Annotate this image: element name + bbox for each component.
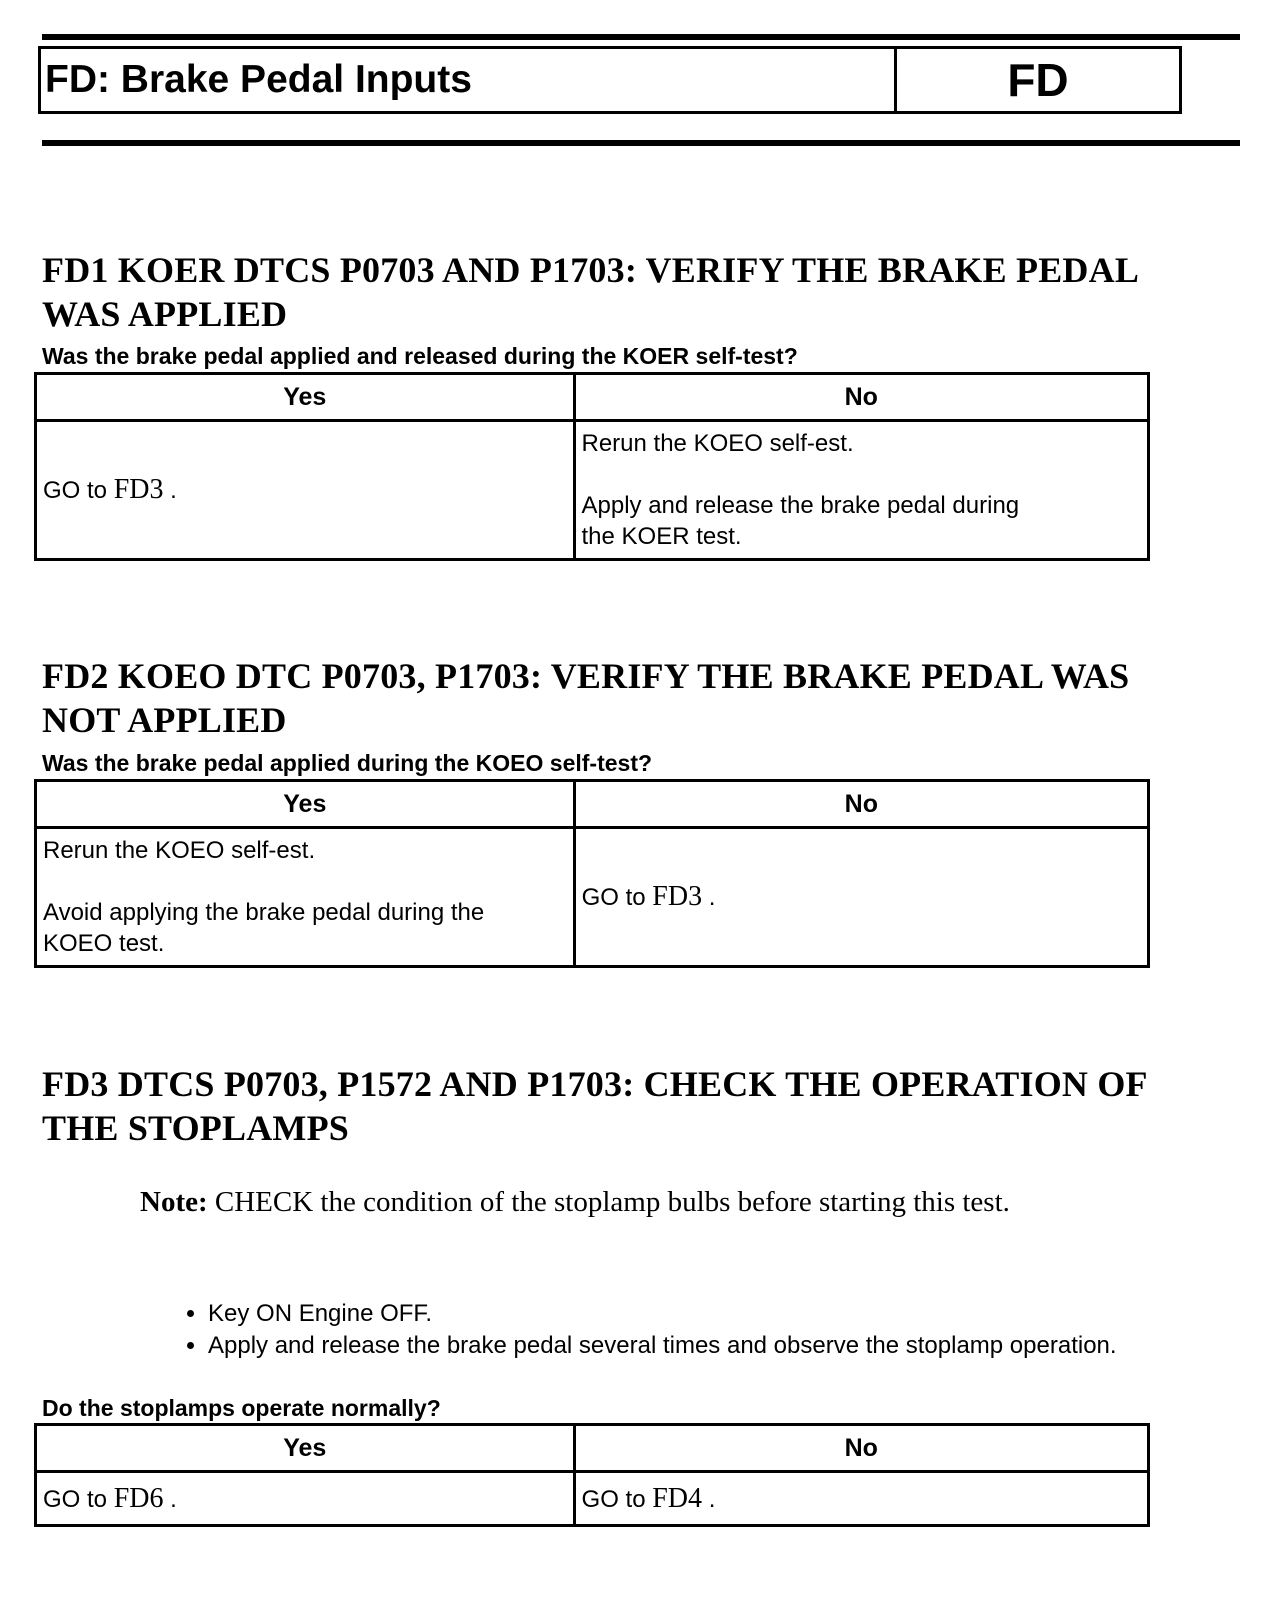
goto-prefix: GO to [43,477,114,504]
table-header-row [36,1425,1149,1472]
fd3-answer-table [34,1423,1150,1527]
yes-column-header: Yes [36,781,575,828]
fd3-note [140,1184,1240,1220]
fd3-heading-line2: THE STOPLAMPS [42,1108,350,1148]
goto-prefix: GO to [581,884,653,911]
fd3-no-cell [574,1472,1148,1526]
list-item: • Apply and release the brake pedal several times and observe the stoplamp operation. [208,1330,1208,1362]
fd2-no-cell [574,828,1148,967]
fd1-heading-line2: WAS APPLIED [42,294,288,334]
no-column-header: No [574,374,1149,421]
fd1-question: Was the brake pedal applied and released during the KOER self-test? [42,343,798,369]
note-label: Note: [140,1186,208,1218]
fd2-yes-cell [36,828,575,967]
fd2-question: Was the brake pedal applied during the KOEO self-test? [42,750,653,776]
table-header-row [36,781,1149,828]
fd2-yes-line2: Avoid applying the brake pedal during the [43,899,485,926]
header-bottom-rule [42,140,1240,146]
fd3-heading-line1: FD3 DTCS P0703, P1572 AND P1703: CHECK THE OPERATION OF [42,1064,1148,1104]
goto-link-fd3[interactable]: FD3 [113,474,164,505]
goto-link-fd4[interactable]: FD4 [652,1482,703,1514]
no-column-header: No [574,781,1148,828]
fd1-no-line1: Rerun the KOEO self-est. [581,430,854,457]
list-item: • Key ON Engine OFF. [208,1298,1208,1330]
note-text: CHECK the condition of the stoplamp bulbs before starting this test. [207,1186,1010,1218]
table-header-row [36,374,1149,421]
table-row [36,1472,1149,1526]
fd3-steps-list [148,1298,1208,1362]
goto-suffix: . [163,477,177,504]
fd1-heading [42,248,1242,336]
page-title: FD: Brake Pedal Inputs [41,49,897,111]
fd2-heading [42,654,1242,742]
fd2-heading-line1: FD2 KOEO DTC P0703, P1703: VERIFY THE BRAKE PEDAL WAS [42,656,1130,696]
fd2-yes-line1: Rerun the KOEO self-est. [43,837,316,864]
fd3-yes-cell [36,1472,575,1526]
fd2-heading-line2: NOT APPLIED [42,700,287,740]
table-row [36,828,1149,967]
fd1-no-line2: Apply and release the brake pedal during [581,492,1020,519]
top-rule [42,34,1240,40]
yes-column-header: Yes [36,374,575,421]
fd1-no-cell [574,421,1149,560]
no-column-header: No [574,1425,1148,1472]
fd2-yes-line3: KOEO test. [43,930,165,957]
goto-prefix: GO to [43,1485,114,1513]
goto-suffix: . [163,1485,177,1513]
fd1-answer-table [34,372,1150,561]
yes-column-header: Yes [36,1425,575,1472]
section-code: FD [1007,54,1069,106]
fd1-yes-cell [36,421,575,560]
goto-prefix: GO to [581,1485,653,1513]
goto-suffix: . [702,884,716,911]
goto-link-fd6[interactable]: FD6 [113,1482,164,1514]
fd3-question: Do the stoplamps operate normally? [42,1395,441,1421]
fd2-answer-table [34,779,1150,968]
goto-suffix: . [702,1485,716,1513]
goto-link-fd3[interactable]: FD3 [652,881,703,912]
fd1-heading-line1: FD1 KOER DTCS P0703 AND P1703: VERIFY THE BRAKE PEDAL [42,250,1140,290]
table-row [36,421,1149,560]
fd1-no-line3: the KOER test. [581,523,742,550]
document-header [38,46,1182,114]
fd3-heading [42,1062,1242,1150]
